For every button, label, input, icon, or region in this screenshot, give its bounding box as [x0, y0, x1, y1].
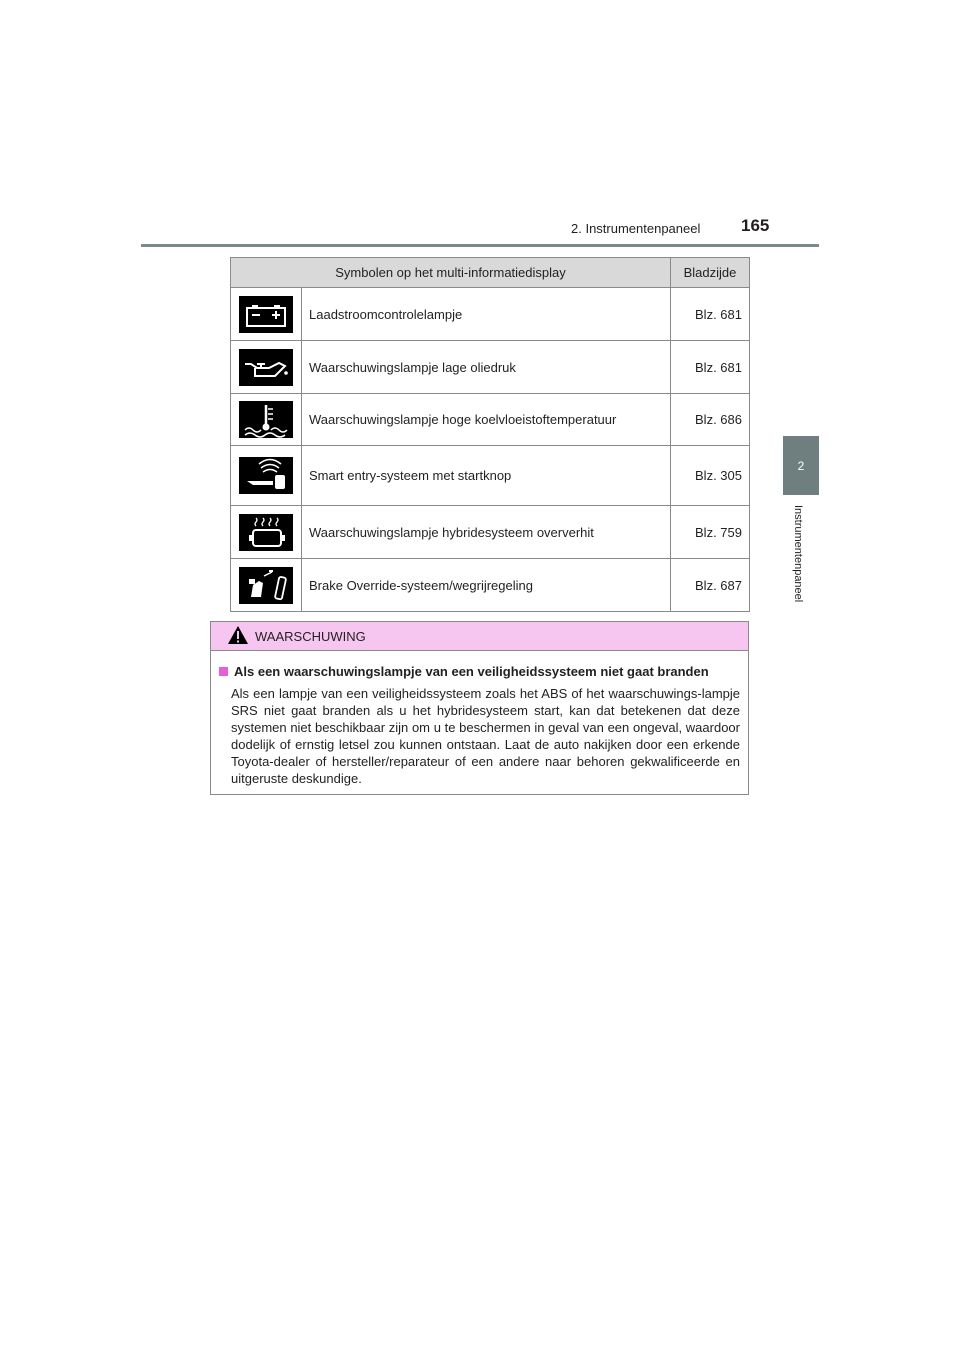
row-page-ref[interactable]: Blz. 681	[671, 288, 750, 341]
table-row	[231, 559, 750, 612]
warning-body: Als een lampje van een veiligheidssysteem zoals het ABS of het waarschuwings-lampje SRS niet gaat branden als u het hybridesysteem start, kan dat betekenen dat deze systemen niet beschikbaar zijn om u te beschermen in geval van een ongeval, waardoor dodelijk of ernstig letsel zou kunnen ontstaan. Laat de auto nakijken door een erkende Toyota-dealer of hersteller/reparateur of een andere naar behoren gekwalificeerde en uitgeruste deskundige.	[231, 686, 740, 786]
warning-subtitle: Als een waarschuwingslampje van een veiligheidssysteem niet gaat branden	[219, 664, 709, 679]
row-description: Waarschuwingslampje hybridesysteem oververhit	[302, 506, 671, 559]
table-row	[231, 341, 750, 394]
warning-title: WAARSCHUWING	[255, 629, 366, 644]
smart-key-icon	[239, 457, 293, 494]
table-row	[231, 506, 750, 559]
coolant-temperature-icon	[239, 401, 293, 438]
chapter-number: 2	[797, 458, 805, 473]
symbols-column-header: Symbolen op het multi-informatiedisplay	[231, 258, 671, 288]
header-divider	[141, 244, 819, 247]
row-page-ref[interactable]: Blz. 759	[671, 506, 750, 559]
table-row	[231, 394, 750, 446]
chapter-label: Instrumentenpaneel	[792, 505, 804, 603]
row-description: Smart entry-systeem met startknop	[302, 446, 671, 506]
chapter-tab[interactable]	[783, 436, 819, 495]
hybrid-overheat-icon	[239, 514, 293, 551]
row-description: Brake Override-systeem/wegrijregeling	[302, 559, 671, 612]
warning-header	[211, 622, 748, 651]
row-page-ref[interactable]: Blz. 681	[671, 341, 750, 394]
row-description: Waarschuwingslampje lage oliedruk	[302, 341, 671, 394]
row-description: Waarschuwingslampje hoge koelvloeistoftemperatuur	[302, 394, 671, 446]
bullet-square-icon	[219, 667, 228, 676]
warning-triangle-icon	[227, 625, 249, 645]
page-column-header: Bladzijde	[671, 258, 750, 288]
table-row	[231, 288, 750, 341]
row-description: Laadstroomcontrolelampje	[302, 288, 671, 341]
symbols-table	[230, 257, 750, 612]
row-page-ref[interactable]: Blz. 687	[671, 559, 750, 612]
page-number: 165	[741, 216, 770, 235]
row-page-ref[interactable]: Blz. 686	[671, 394, 750, 446]
section-title: 2. Instrumentenpaneel	[571, 221, 701, 236]
warning-box	[210, 621, 749, 795]
row-page-ref[interactable]: Blz. 305	[671, 446, 750, 506]
table-row	[231, 446, 750, 506]
table-header-row	[231, 258, 750, 288]
battery-icon	[239, 296, 293, 333]
brake-override-icon	[239, 567, 293, 604]
oil-pressure-icon	[239, 349, 293, 386]
